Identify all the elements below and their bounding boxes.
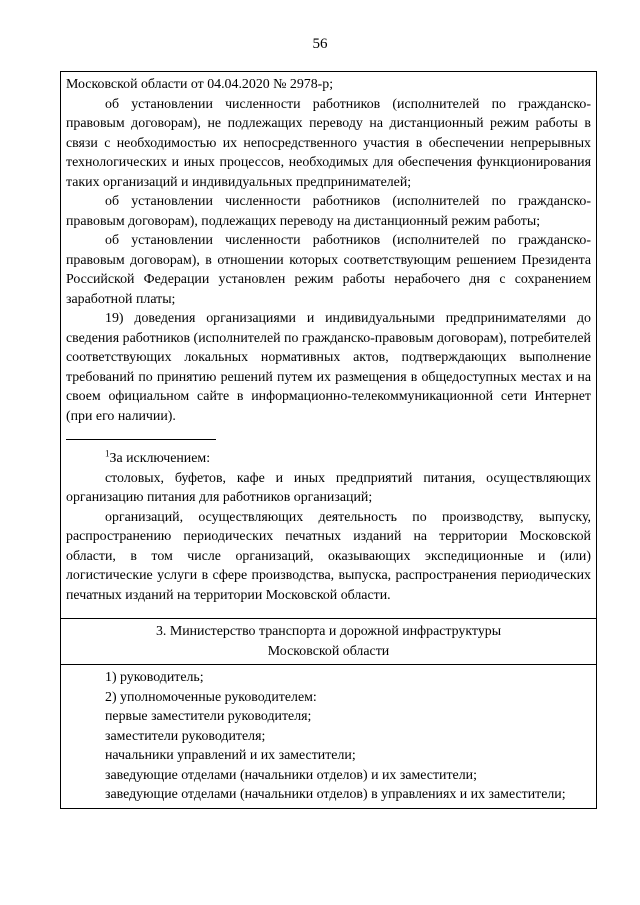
footnote-intro-text: За исключением: <box>109 451 211 466</box>
footnote-paragraph: организаций, осуществляющих деятельность по производству, выпуску, распространению периодических печатных изданий на территории Московской области, в том числе организаций, оказывающих экспедиционные и (или) логистические услуги в сфере производства, выпуска, распространения периодических печатных изданий на территории Московской области. <box>66 509 591 603</box>
footnote-mark: 1 <box>105 448 110 459</box>
paragraph: Московской области от 04.04.2020 № 2978-р; <box>66 77 334 92</box>
list-item: заведующие отделами (начальники отделов) в управлениях и их заместители; <box>105 787 566 802</box>
list-item: начальники управлений и их заместители; <box>105 748 356 763</box>
section-list-cell <box>61 665 597 809</box>
document-table <box>60 71 597 809</box>
list-item: первые заместители руководителя; <box>105 709 312 724</box>
list-item: 1) руководитель; <box>105 670 204 685</box>
footnote-intro <box>66 449 591 469</box>
table-row <box>61 619 597 665</box>
paragraph: 19) доведения организациями и индивидуальными предпринимателями до сведения работников (исполнителей по гражданско-правовым договорам), потребителей соответствующих локальных нормативных актов, подтверждающих выполнение требований по принятию решений путем их размещения в общедоступных местах и на своем официальном сайте в информационно-телекоммуникационной сети Интернет (при его наличии). <box>66 311 591 424</box>
section-heading-line: 3. Министерство транспорта и дорожной инфраструктуры <box>155 624 502 639</box>
table-row <box>61 72 597 619</box>
paragraph: об установлении численности работников (исполнителей по гражданско-правовым договорам), подлежащих переводу на дистанционный режим работы; <box>66 194 591 229</box>
page-number: 56 <box>312 36 328 52</box>
list-item: заместители руководителя; <box>105 728 266 744</box>
footnote-paragraph: столовых, буфетов, кафе и иных предприятий питания, осуществляющих организацию питания для работников организаций; <box>66 470 591 505</box>
footnote-separator <box>66 439 216 440</box>
section-text-cell <box>61 72 597 619</box>
table-row <box>61 665 597 809</box>
section-heading-cell <box>61 619 597 665</box>
list-item: 2) уполномоченные руководителем: <box>105 689 317 705</box>
list-item: заведующие отделами (начальники отделов) и их заместители; <box>105 767 477 783</box>
paragraph: об установлении численности работников (исполнителей по гражданско-правовым договорам), в отношении которых соответствующим решением Президента Российской Федерации установлен режим работы нерабочего дня с сохранением заработной платы; <box>66 233 591 307</box>
paragraph: об установлении численности работников (исполнителей по гражданско-правовым договорам), не подлежащих переводу на дистанционный режим работы в связи с необходимостью их непосредственного участия в обеспечении непрерывных технологических и иных процессов, необходимых для обеспечения функционирования таких организаций и индивидуальных предпринимателей; <box>66 96 591 190</box>
section-heading-line: Московской области <box>267 643 390 659</box>
